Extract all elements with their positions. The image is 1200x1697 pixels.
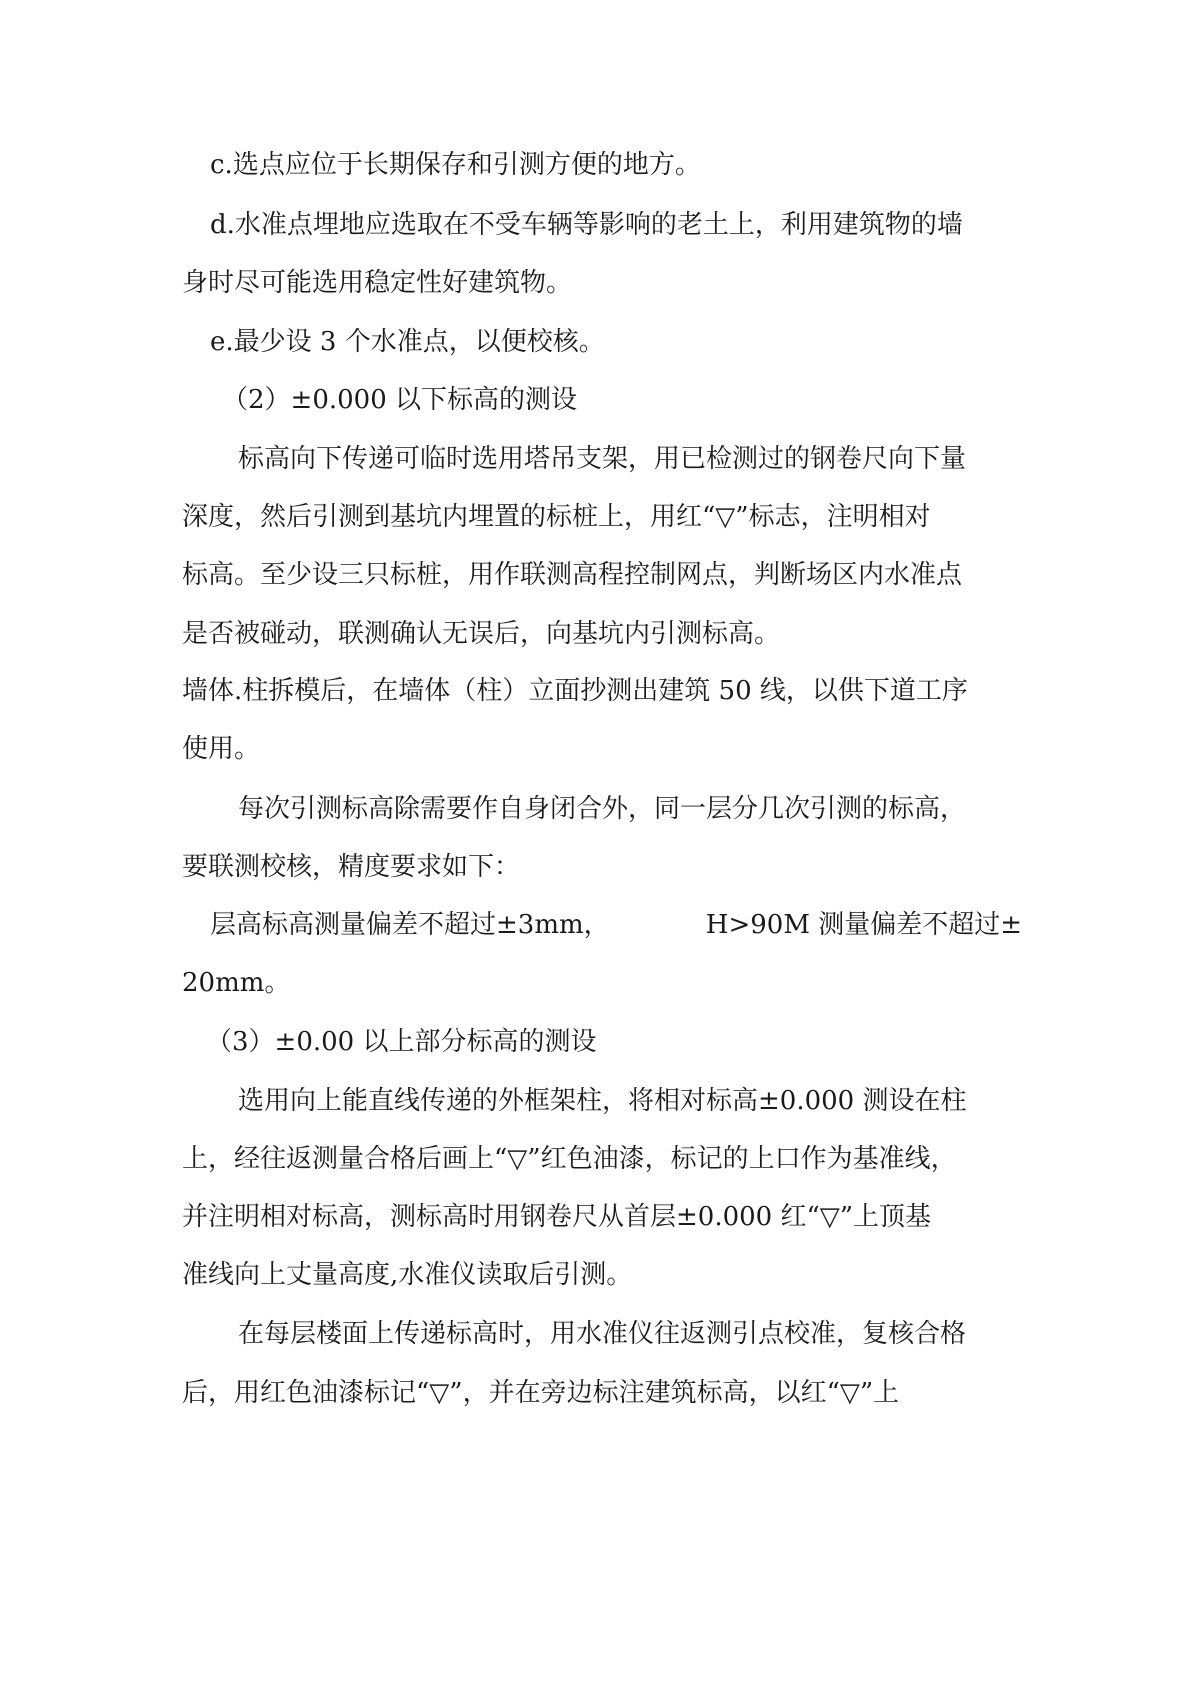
paragraph-8-line-1: 选用向上能直线传递的外框架柱，将相对标高±0.000 测设在柱	[238, 1086, 967, 1116]
paragraph-9-line-1: 在每层楼面上传递标高时，用水准仪往返测引点校准，复核合格	[238, 1319, 967, 1349]
paragraph-d-line-1: d.水准点埋地应选取在不受车辆等影响的老土上，利用建筑物的墙	[210, 210, 963, 240]
paragraph-7-line-2: 20mm。	[182, 968, 291, 998]
paragraph-d-line-2: 身时尽可能选用稳定性好建筑物。	[182, 268, 573, 298]
paragraph-e: e.最少设 3 个水准点，以便校核。	[210, 327, 605, 357]
section-heading-2: （2）±0.000 以下标高的测设	[222, 385, 578, 415]
paragraph-6-line-1: 每次引测标高除需要作自身闭合外，同一层分几次引测的标高，	[238, 794, 967, 824]
paragraph-c: c.选点应位于长期保存和引测方便的地方。	[210, 150, 701, 180]
paragraph-9-line-2: 后，用红色油漆标记“▽”，并在旁边标注建筑标高，以红“▽”上	[182, 1378, 900, 1408]
paragraph-4-line-1: 标高向下传递可临时选用塔吊支架，用已检测过的钢卷尺向下量	[238, 444, 967, 474]
paragraph-8-line-2: 上，经往返测量合格后画上“▽”红色油漆，标记的上口作为基准线，	[182, 1144, 957, 1174]
paragraph-7-line-1: 层高标高测量偏差不超过±3mm， H>90M 测量偏差不超过±	[210, 910, 1022, 940]
paragraph-6-line-2: 要联测校核，精度要求如下：	[182, 852, 521, 882]
paragraph-5-line-2: 使用。	[182, 734, 261, 764]
section-heading-3: （3）±0.00 以上部分标高的测设	[206, 1027, 597, 1057]
paragraph-4-line-3: 标高。至少设三只标桩，用作联测高程控制网点，判断场区内水准点	[182, 560, 963, 590]
paragraph-4-line-4: 是否被碰动，联测确认无误后，向基坑内引测标高。	[182, 619, 781, 649]
paragraph-8-line-4: 准线向上丈量高度,水准仪读取后引测。	[182, 1260, 633, 1290]
paragraph-8-line-3: 并注明相对标高，测标高时用钢卷尺从首层±0.000 红“▽”上顶基	[182, 1202, 932, 1232]
paragraph-5-line-1: 墙体.柱拆模后，在墙体（柱）立面抄测出建筑 50 线，以供下道工序	[182, 676, 968, 706]
paragraph-4-line-2: 深度，然后引测到基坑内埋置的标桩上，用红“▽”标志，注明相对	[182, 502, 931, 532]
